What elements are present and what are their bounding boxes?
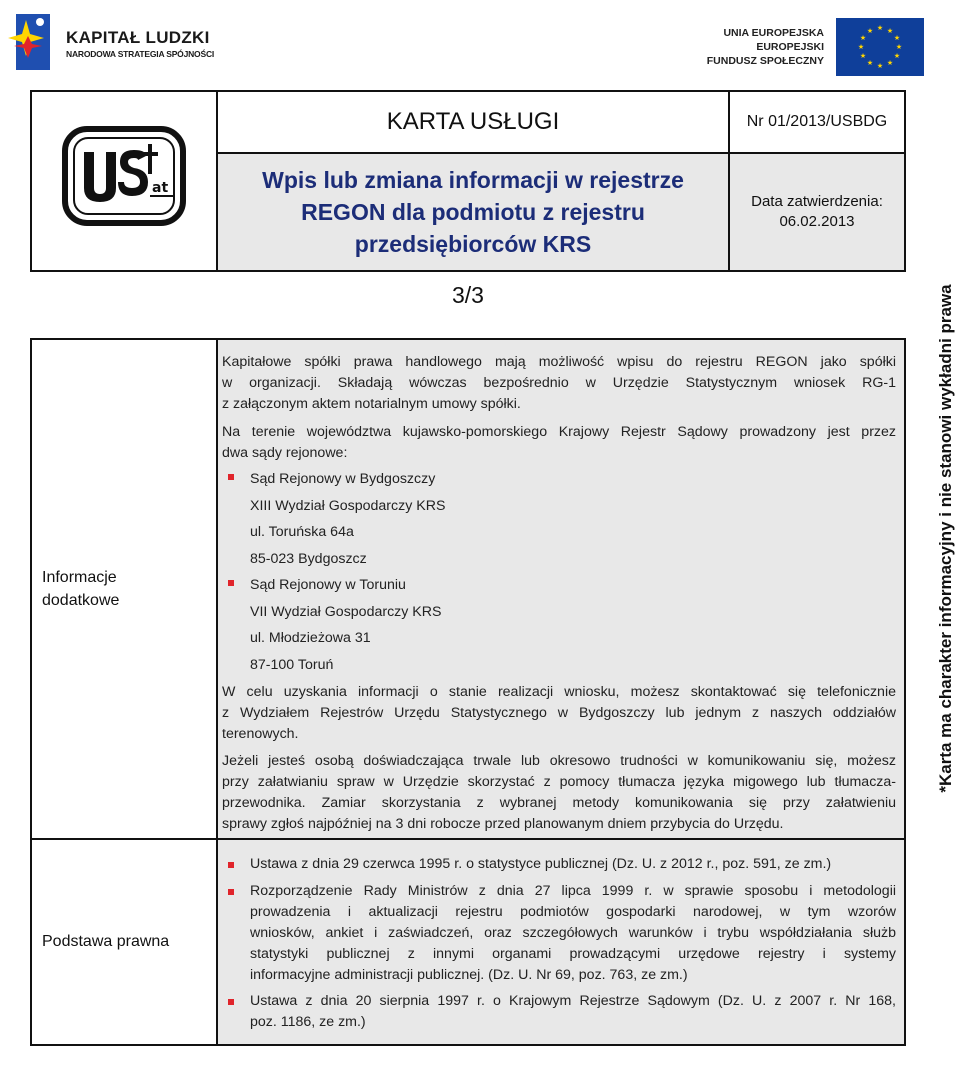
info-p3-line-2: z Wydziałem Rejestrów Urzędu Statystycznego w Bydgoszczy lub jednym z naszych oddziałów	[222, 705, 896, 721]
bullet-icon	[228, 474, 234, 480]
section-label-legal-basis: Podstawa prawna	[42, 933, 170, 950]
basis-item-2-line-3: wniosków, ankiet i zaświadczeń, oraz szczegółowych warunków i trybu współdziałania służb	[250, 925, 896, 941]
eu-line-2: EUROPEJSKI	[756, 41, 824, 53]
basis-item-1: Ustawa z dnia 29 czerwca 1995 r. o statystyce publicznej (Dz. U. z 2012 r., poz. 591, ze zm.)	[250, 856, 832, 872]
ustat-logo-cell	[32, 92, 218, 270]
service-name-line-1: Wpis lub zmiana informacji w rejestrze	[262, 167, 684, 193]
court1-department: XIII Wydział Gospodarczy KRS	[250, 498, 446, 514]
court1-name: Sąd Rejonowy w Bydgoszczy	[250, 471, 436, 487]
svg-text:★: ★	[895, 43, 903, 51]
svg-text:★: ★	[857, 43, 865, 51]
service-name-line-2: REGON dla podmiotu z rejestru	[301, 199, 645, 225]
page-number: 3/3	[452, 282, 484, 308]
info-p2-line-1: Na terenie województwa kujawsko-pomorskiego Krajowy Rejestr Sądowy prowadzony jest przez	[222, 424, 896, 440]
service-name-line-3: przedsiębiorców KRS	[354, 231, 592, 257]
legal-basis-cell	[218, 840, 904, 1044]
eu-flag-icon	[836, 18, 924, 76]
service-card-body	[30, 338, 906, 1046]
eu-line-1: UNIA EUROPEJSKA	[723, 27, 824, 39]
court1-city: 85-023 Bydgoszcz	[250, 551, 367, 567]
eu-fund-wordmark	[707, 26, 824, 68]
svg-text:★: ★	[876, 24, 884, 32]
eu-line-3: FUNDUSZ SPOŁECZNY	[706, 55, 824, 67]
bullet-icon	[228, 580, 234, 586]
info-p3-line-1: W celu uzyskania informacji o stanie realizacji wniosku, możesz skontaktować się telefonicznie	[222, 684, 896, 700]
basis-item-3-line-1: Ustawa z dnia 20 sierpnia 1997 r. o Krajowym Rejestrze Sądowym (Dz. U. z 2007 r. Nr 168,	[250, 993, 896, 1009]
basis-item-2-line-1: Rozporządzenie Rady Ministrów z dnia 27 lipca 1999 r. w sprawie sposobu i metodologii	[250, 883, 896, 899]
card-number: Nr 01/2013/USBDG	[730, 92, 904, 154]
court2-street: ul. Młodzieżowa 31	[250, 630, 371, 646]
svg-text:★: ★	[886, 59, 894, 67]
svg-text:at: at	[152, 180, 169, 196]
svg-text:★: ★	[886, 27, 894, 35]
svg-text:★: ★	[859, 52, 867, 60]
approval-date-cell	[730, 154, 904, 270]
service-name	[218, 154, 730, 270]
info-p4-line-1: Jeżeli jesteś osobą doświadczająca trwale lub okresowo trudności w komunikowaniu się, możesz	[222, 753, 896, 769]
court2-name: Sąd Rejonowy w Toruniu	[250, 577, 406, 593]
svg-text:★: ★	[859, 34, 867, 42]
svg-text:★: ★	[893, 52, 901, 60]
info-p4-line-2: przy załatwianiu spraw w Urzędzie skorzystać z pomocy tłumacza języka migowego lub tłumacza-	[222, 774, 896, 790]
svg-text:★: ★	[866, 27, 874, 35]
kapital-ludzki-title: KAPITAŁ LUDZKI	[66, 28, 210, 47]
info-label-line-1: Informacje	[42, 569, 117, 586]
section-label-additional-info	[32, 340, 216, 840]
bullet-icon	[228, 862, 234, 868]
service-card-header	[30, 90, 906, 272]
basis-item-2-line-4: statystyki publicznej z innymi organami prowadzącymi urzędowe rejestry i systemy	[250, 946, 896, 962]
court1-street: ul. Toruńska 64a	[250, 524, 354, 540]
kapital-ludzki-wordmark	[66, 28, 214, 59]
court2-city: 87-100 Toruń	[250, 657, 334, 673]
svg-text:★: ★	[866, 59, 874, 67]
bullet-icon	[228, 999, 234, 1005]
info-p4-line-4: sprawy zgłoś najpóźniej na 3 dni robocze przed planowanym dniem przybycia do Urzędu.	[222, 816, 784, 832]
approval-date: 06.02.2013	[779, 213, 855, 230]
info-p2-line-2: dwa sądy rejonowe:	[222, 445, 348, 461]
basis-item-2-line-5: informacyjne administracji publicznej. (Dz. U. Nr 69, poz. 763, ze zm.)	[250, 967, 688, 983]
basis-item-3-line-2: poz. 1186, ze zm.)	[250, 1014, 366, 1030]
info-p1-line-3: z załączonym aktem notarialnym umowy spółki.	[222, 396, 521, 412]
court2-department: VII Wydział Gospodarczy KRS	[250, 604, 442, 620]
basis-item-2-line-2: prowadzenia i aktualizacji rejestru podmiotów gospodarki narodowej, w tym wzorów	[250, 904, 896, 920]
svg-text:★: ★	[876, 62, 884, 70]
kapital-ludzki-subtitle: NARODOWA STRATEGIA SPÓJNOŚCI	[66, 49, 215, 59]
info-p1-line-1: Kapitałowe spółki prawa handlowego mają możliwość wpisu do rejestru REGON jako spółki	[222, 354, 896, 370]
disclaimer-note: *Karta ma charakter informacyjny i nie stanowi wykładni prawa	[936, 284, 955, 793]
info-p3-line-3: terenowych.	[222, 726, 299, 742]
info-p1-line-2: w organizacji. Składają wówczas bezpośrednio w Urzędzie Statystycznym wniosek RG-1	[222, 375, 896, 391]
card-title: KARTA USŁUGI	[218, 92, 730, 154]
info-label-line-2: dodatkowe	[42, 592, 120, 609]
ustat-logo-icon	[62, 126, 186, 226]
kapital-ludzki-logo-icon	[8, 8, 52, 74]
bullet-icon	[228, 889, 234, 895]
info-p4-line-3: przewodnika. Zamiar skorzystania z wybranej metody komunikowania się przy załatwieniu	[222, 795, 896, 811]
approval-label: Data zatwierdzenia:	[751, 193, 883, 210]
additional-info-cell	[218, 340, 904, 840]
labels-column	[32, 340, 218, 1044]
svg-text:★: ★	[893, 34, 901, 42]
